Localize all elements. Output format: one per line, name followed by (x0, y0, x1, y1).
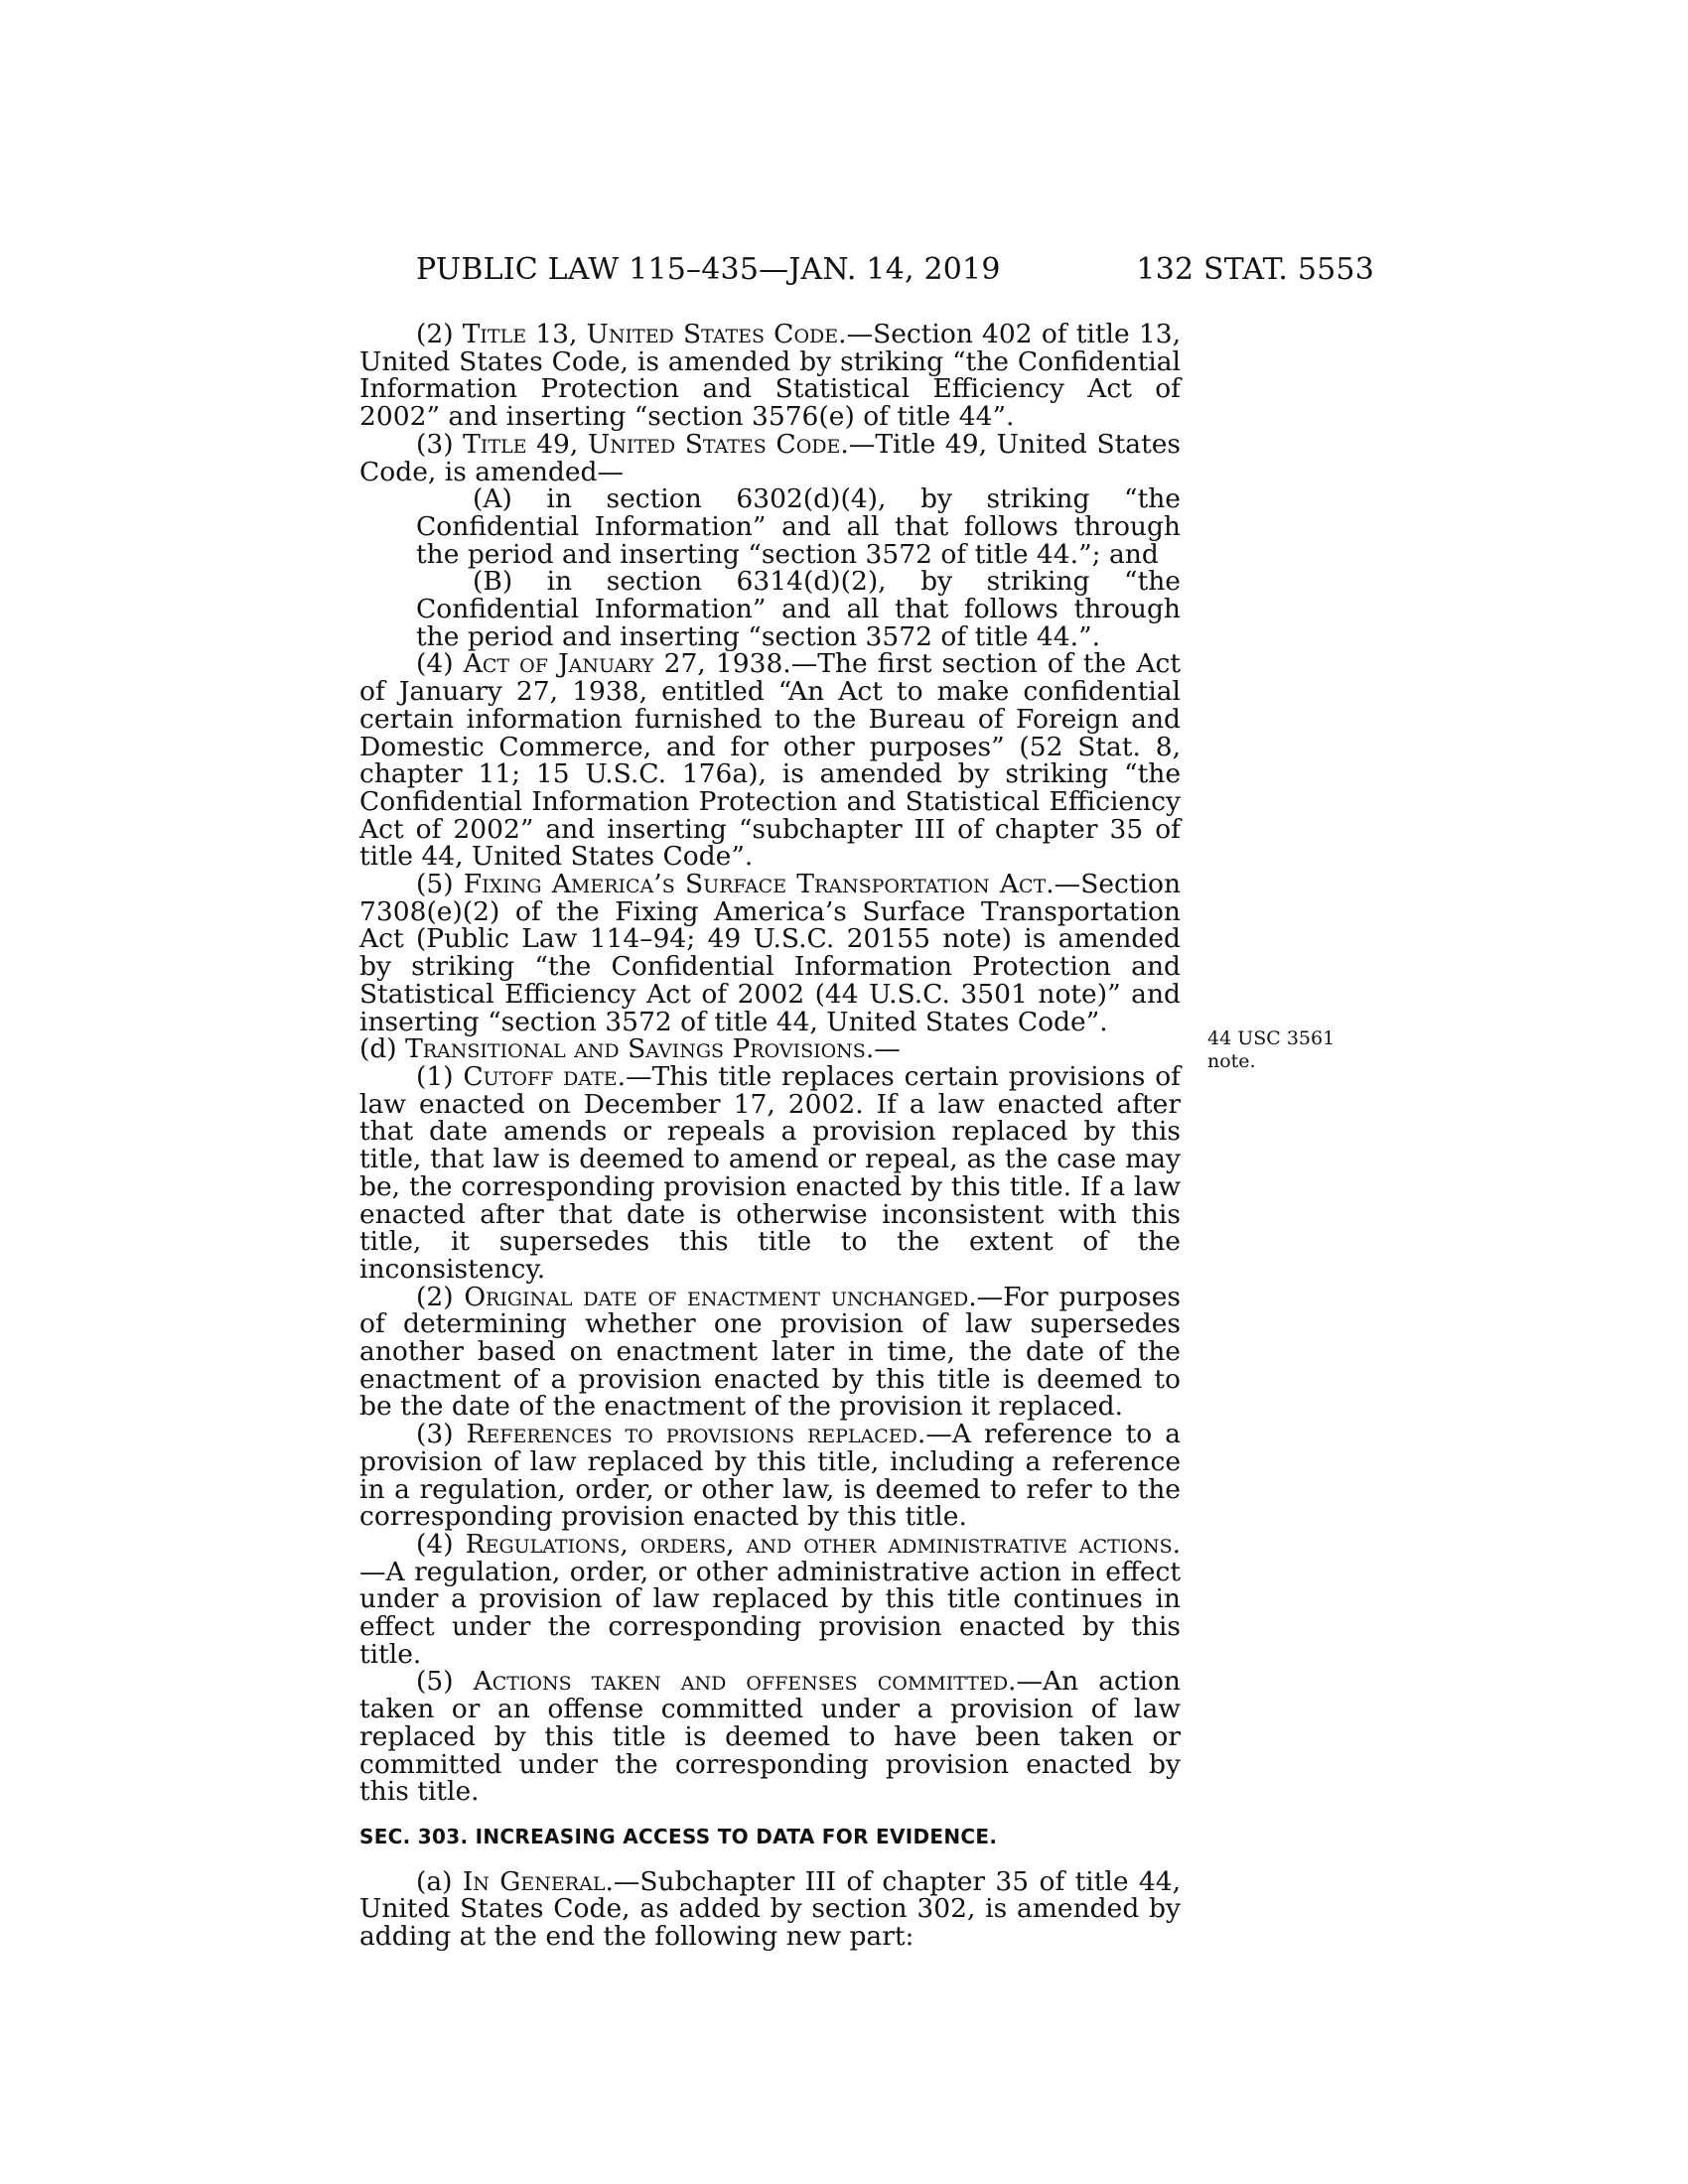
subparagraph-3b (359, 568, 1181, 650)
paragraph-heading: Actions taken and offenses committed. (473, 1666, 1017, 1698)
paragraph-d5 (359, 1668, 1181, 1806)
subsection-a (359, 1865, 1182, 1953)
paragraph-text: —For purposes of determining whether one provision of law supersedes another based on enactment later in time, the date of the enactment of a provision enacted by this title is deemed to be the date of the enactment of the provision it replaced. (359, 1281, 1181, 1423)
subsection-heading: In General. (462, 1865, 614, 1897)
paragraph-text: —Title 49, United States Code, is amended— (359, 428, 1181, 487)
paragraph-number: (1) (416, 1060, 464, 1092)
paragraph-number: (4) (416, 1528, 466, 1560)
paragraph-d4 (359, 1528, 1182, 1670)
subparagraph-text: (A) in section 6302(d)(4), by striking “the Confidential Information” and all that follows through the period and inserting “section 3572 of title 44.”; and (416, 483, 1181, 570)
paragraph-number: (2) (416, 319, 463, 349)
paragraph-2 (359, 321, 1181, 431)
statute-body (359, 321, 1181, 1951)
paragraph-heading: Cutoff date. (463, 1060, 627, 1092)
paragraph-text: —The first section of the Act of January 27, 1938, entitled “An Act to make confidential certain information furnished to the Bureau of Foreign and Domestic Commerce, and for other purposes” (52 Stat. 8, chapter 11; 15 U.S.C. 176a), is amended by striking “the Confidential Information Protection and Statistical Efficiency Act of 2002” and inserting “subchapter III of chapter 35 of title 44, United States Code”. (359, 648, 1181, 873)
paragraph-number: (4) (416, 648, 464, 680)
paragraph-heading: Title 13, United States Code. (462, 319, 847, 349)
marginal-note-citation: 44 USC 3561 (1207, 1027, 1336, 1049)
paragraph-heading: Title 49, United States Code. (463, 428, 849, 460)
paragraph-number: (3) (416, 1419, 467, 1450)
paragraph-text: —Section 7308(e)(2) of the Fixing America’s Surface Transportation Act (Public Law 114–94; 49 U.S.C. 20155 note) is amended by striking “the Confidential Information Protection and Statistical Efficiency Act of 2002 (44 U.S.C. 3501 note)” and inserting “section 3572 of title 44, United States Code”. (359, 869, 1182, 1037)
paragraph-number: (5) (416, 1666, 474, 1698)
paragraph-d1 (359, 1060, 1181, 1285)
page-header (0, 252, 1688, 292)
paragraph-heading: Fixing America’s Surface Transportation Act. (463, 869, 1055, 900)
subsection-letter: (d) (359, 1033, 406, 1065)
paragraph-text: —A reference to a provision of law replaced by this title, including a reference in a regulation, order, or other law, is deemed to refer to the corresponding provision enacted by this title. (359, 1419, 1182, 1533)
marginal-note (1207, 1027, 1336, 1073)
paragraph-text: —This title replaces certain provisions of law enacted on December 17, 2002. If a law enacted after that date amends or repeals a provision replaced by this title, that law is deemed to amend or repeal, as the case may be, the corresponding provision enacted by this title. If a law enacted after that date is otherwise inconsistent with this title, it supersedes this title to the extent of the inconsistency. (359, 1060, 1181, 1285)
paragraph-text: —An action taken or an offense committed under a provision of law replaced by this title is deemed to have been taken or committed under the corresponding provision enacted by this title. (359, 1666, 1182, 1808)
paragraph-4 (359, 650, 1181, 871)
paragraph-heading: Act of January 27, 1938. (463, 648, 791, 680)
section-heading: SEC. 303. INCREASING ACCESS TO DATA FOR EVIDENCE. (359, 1824, 998, 1848)
paragraph-number: (2) (416, 1281, 465, 1312)
paragraph-number: (5) (416, 869, 464, 900)
paragraph-heading: Original date of enactment unchanged. (464, 1281, 977, 1312)
subsection-heading: Transitional and Savings Provisions. (405, 1033, 875, 1065)
paragraph-d2 (359, 1281, 1181, 1423)
marginal-note-label: note. (1207, 1050, 1256, 1072)
subsection-text: —Subchapter III of chapter 35 of title 44, United States Code, as added by section 302, is amended by adding at the end the following new part: (359, 1865, 1182, 1953)
paragraph-heading: References to provisions replaced. (466, 1419, 926, 1450)
paragraph-heading: Regulations, orders, and other administrative actions. (465, 1528, 1182, 1560)
paragraph-text: —A regulation, order, or other administrative action in effect under a provision of law replaced by this title continues in effect under the corresponding provision enacted by this title. (359, 1556, 1181, 1670)
subsection-letter: (a) (416, 1865, 463, 1897)
running-head: PUBLIC LAW 115–435—JAN. 14, 2019 (416, 252, 1001, 287)
subsection-d (359, 1035, 1181, 1063)
paragraph-d3 (359, 1421, 1181, 1531)
subparagraph-text: (B) in section 6314(d)(2), by striking “the Confidential Information” and all that follows through the period and inserting “section 3572 of title 44.”. (416, 566, 1181, 652)
subparagraph-3a (359, 485, 1181, 568)
paragraph-5 (359, 871, 1181, 1035)
subsection-text: — (874, 1033, 901, 1065)
paragraph-number: (3) (416, 428, 464, 460)
paragraph-text: —Section 402 of title 13, United States Code, is amended by striking “the Confidential Information Protection and Statistical Efficiency Act of 2002” and inserting “section 3576(e) of title 44”. (359, 319, 1182, 433)
statute-page-number: 132 STAT. 5553 (1136, 252, 1374, 287)
paragraph-3 (359, 428, 1181, 487)
